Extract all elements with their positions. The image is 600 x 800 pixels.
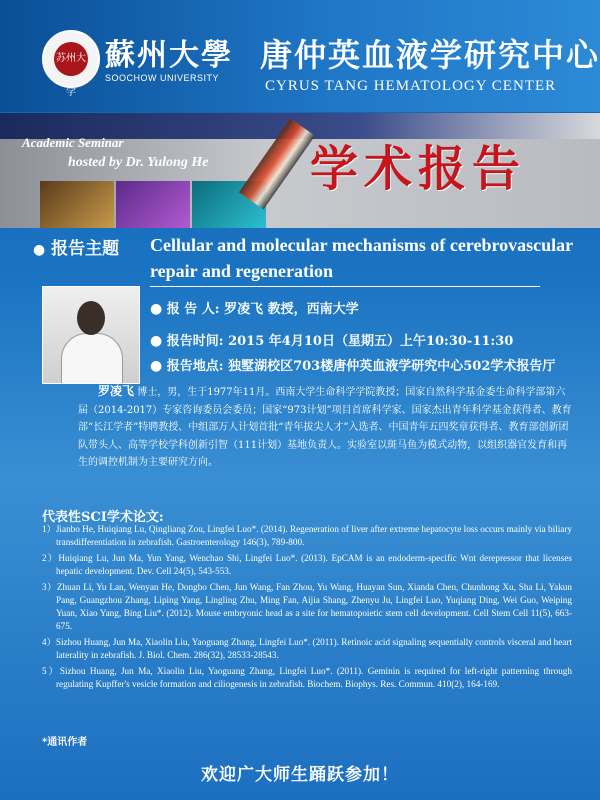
speaker-label: 报 告 人: [166, 302, 220, 317]
speaker-photo-body [61, 333, 123, 384]
speaker-photo-head [77, 301, 105, 335]
bio-text: 博士，男，生于1977年11月。西南大学生命科学学院教授；国家自然科学基金委生命科学部第六届（2014-2017）专家咨询委员会委员；国家“973计划”项目首席科学家、国家杰出青年科学基金获得者、教育部“长江学者”特聘教授、中组部万人计划首批“青年拔尖人才”入选者、中国青年五四奖章获得者、教育部创新团队带头人、高等学校学科创新引智（111计划）基地负责人。实验室以斑马鱼为模式动物，以组织器官发育和再生的调控机制为主要研究方向。 [78, 387, 572, 468]
speaker-bio [78, 383, 572, 472]
topic-label-text: 报告主题 [51, 239, 120, 259]
center-name-en: CYRUS TANG HEMATOLOGY CENTER [265, 78, 557, 94]
bullet-icon: ● [33, 242, 46, 258]
seal-emblem: 苏州大学 [54, 42, 88, 76]
topic-title: Cellular and molecular mechanisms of cerebrovascular repair and regeneration [150, 235, 573, 281]
bio-name: 罗凌飞 [98, 384, 135, 398]
university-seal-logo [42, 30, 100, 98]
banner-title: 学术报告 [310, 141, 527, 197]
location-row [150, 355, 555, 374]
time-label: 报告时间: [166, 334, 224, 349]
university-name-en: SOOCHOW UNIVERSITY [105, 73, 220, 83]
center-name-cn: 唐仲英血液学研究中心 [260, 36, 600, 74]
paper-item: 5）Sizhou Huang, Jun Ma, Xiaolin Liu, Yaoguang Zhang, Lingfei Luo*. (2011). Geminin is required for left-right patterning through regulating Kupffer's vesicle formation and ciliogenesis in zebrafish. Biochem. Biophys. Res. Commun. 410(2), 164-169. [42, 666, 572, 689]
bullet-icon: ● [150, 333, 163, 349]
bullet-icon: ● [150, 301, 163, 317]
banner-image-tile-purple [116, 181, 190, 228]
welcome-message: 欢迎广大师生踊跃参加！ [201, 765, 399, 785]
corresponding-author-note: *通讯作者 [42, 737, 88, 748]
paper-item: 4）Sizhou Huang, Jun Ma, Xiaolin Liu, Yaoguang Zhang, Lingfei Luo*. (2011). Retinoic acid signaling sequentially controls visceral and heart laterality in zebrafish. J. Biol. Chem. 286(32), 28533-28543. [42, 637, 572, 660]
time-value: 2015 年4月10日（星期五）上午10:30-11:30 [228, 334, 514, 349]
paper-item: 2）Huiqiang Lu, Jun Ma, Yun Yang, Wenchao Shi, Lingfei Luo*. (2013). EpCAM is an endoderm-specific Wnt derepressor that licenses hepatic development. Dev. Cell 24(5), 543-553. [42, 553, 572, 576]
speaker-row [150, 298, 359, 317]
seminar-host: hosted by Dr. Yulong He [68, 155, 209, 170]
papers-heading: 代表性SCI学术论文: [42, 510, 164, 525]
location-label: 报告地点: [166, 359, 224, 374]
university-name-cn: 蘇州大學 [105, 38, 233, 73]
seminar-label: Academic Seminar [22, 135, 124, 150]
bullet-icon: ● [150, 358, 163, 374]
paper-item: 3）Zhuan Li, Yu Lan, Wenyan He, Dongbo Chen, Jun Wang, Fan Zhou, Yu Wang, Huayan Sun, Xianda Chen, Chunhong Xu, Sha Li, Yakun Pang, Guangzhou Zhang, Liping Yang, Lingling Zhu, Ming Fan, Aijia Shang, Zhenyu Ju, Lingfei Luo, Yuqiang Ding, Wei Guo, Weiping Yuan, Xiao Yang, Bing Liu*. (2012). Mouse embryonic head as a site for hematopoietic stem cell development. Cell Stem Cell 11(5), 663-675. [42, 582, 572, 631]
location-value: 独墅湖校区703楼唐仲英血液学研究中心502学术报告厅 [228, 359, 556, 374]
banner-image-tile-brown [40, 181, 114, 228]
speaker-photo [42, 286, 140, 384]
time-row [150, 330, 513, 349]
topic-divider [150, 286, 540, 287]
header-bar [0, 0, 600, 112]
speaker-value: 罗凌飞 教授，西南大学 [224, 302, 359, 317]
papers-list [42, 523, 572, 694]
paper-item: 1）Jianbo He, Huiqiang Lu, Qingliang Zou, Lingfei Luo*. (2014). Regeneration of liver after extreme hepatocyte loss occurs mainly via biliary transdifferentiation in zebrafish. Gastroenterology 146(3), 789-800. [42, 524, 572, 547]
topic-label [33, 234, 119, 259]
